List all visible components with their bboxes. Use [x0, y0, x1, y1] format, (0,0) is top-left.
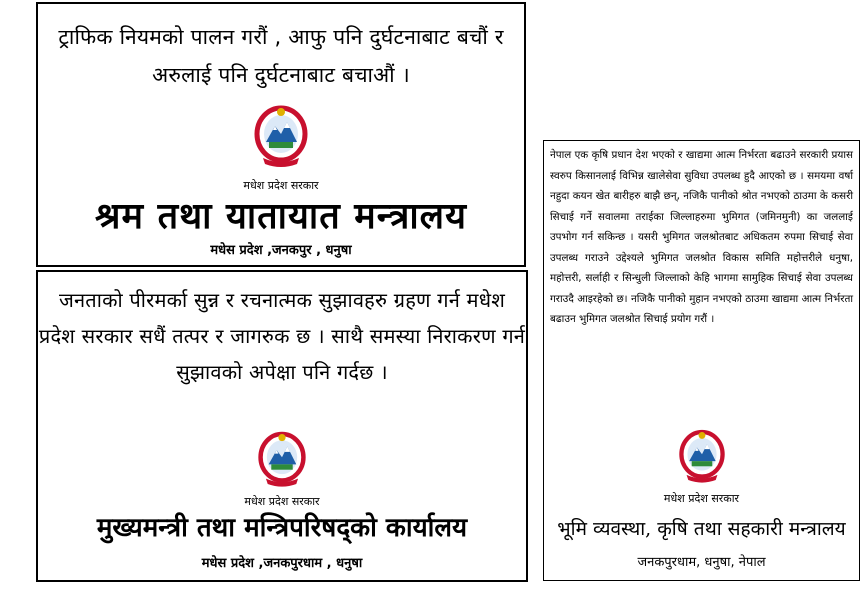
notice-transport-ministry [36, 2, 526, 267]
notice-message: ट्राफिक नियमको पालन गरौं , आफु पनि दुर्घटनाबाट बचौं र अरुलाई पनि दुर्घटनाबाट बचाऔं । [58, 25, 504, 87]
address-line: जनकपुरधाम, धनुषा, नेपाल [637, 555, 766, 570]
notice-message: जनताको पीरमर्का सुन्न र रचनात्मक सुझावहरु ग्रहण गर्न मधेश प्रदेश सरकार सधैं तत्पर र जागरुक छ । साथै समस्या निराकरण गर्न सुझावको अपेक्षा पनि गर्दछ । [38, 288, 526, 384]
government-label: मधेश प्रदेश सरकार [244, 495, 320, 508]
government-label: मधेश प्रदेश सरकार [663, 492, 740, 505]
government-label: मधेश प्रदेश सरकार [243, 179, 319, 192]
ministry-title: भूमि व्यवस्था, कृषि तथा सहकारी मन्त्रालय [557, 518, 846, 540]
nepal-emblem-icon [257, 430, 307, 488]
ministry-title: मुख्यमन्त्री तथा मन्त्रिपरिषद्को कार्यालय [96, 513, 468, 543]
ministry-title: श्रम तथा यातायात मन्त्रालय [95, 196, 467, 237]
nepal-emblem-icon [253, 104, 309, 168]
nepal-emblem-icon [678, 428, 726, 484]
notice-chief-minister-office [36, 270, 528, 582]
address-line: मधेस प्रदेश ,जनकपुरधाम , धनुषा [201, 556, 363, 571]
notice-land-agriculture-ministry [543, 140, 860, 581]
notice-message: नेपाल एक कृषि प्रधान देश भएको र खाद्यमा आत्म निर्भरता बढाउने सरकारी प्रयास स्वरुप किसानलाई विभिन्न खालेसेवा सुविधा उपलब्ध हुदै आएको छ । समयमा वर्षा नहुदा कयन खेत बारीहरु बाझै छन्, नजिकै पानीको श्रोत नभएको ठाउमा के कसरी सिचाई गर्ने सवालमा तराईका जिल्लाहरुमा भुमिगत (जमिनमुनी) का जललाई उपभोग गर्न सकिन्छ । यसरी भुमिगत जलश्रोतबाट अधिकतम रुपमा सिचाई सेवा उपलब्ध गराउने उद्देश्यले भुमिगत जलश्रोत विकास समिति महोत्तरीले धनुषा, महोत्तरी, सर्लाही र सिन्धुली जिल्लाको केहि भागमा सामुहिक सिचाई सेवा उपलब्ध गराउदै आइरहेको छ। नजिकै पानीको मुहान नभएको ठाउमा खाद्यमा आत्म निर्भरता बढाउन भुमिगत जलश्रोत सिचाई प्रयोग गरौं । [550, 149, 853, 325]
address-line: मधेस प्रदेश ,जनकपुर , धनुषा [210, 243, 352, 258]
